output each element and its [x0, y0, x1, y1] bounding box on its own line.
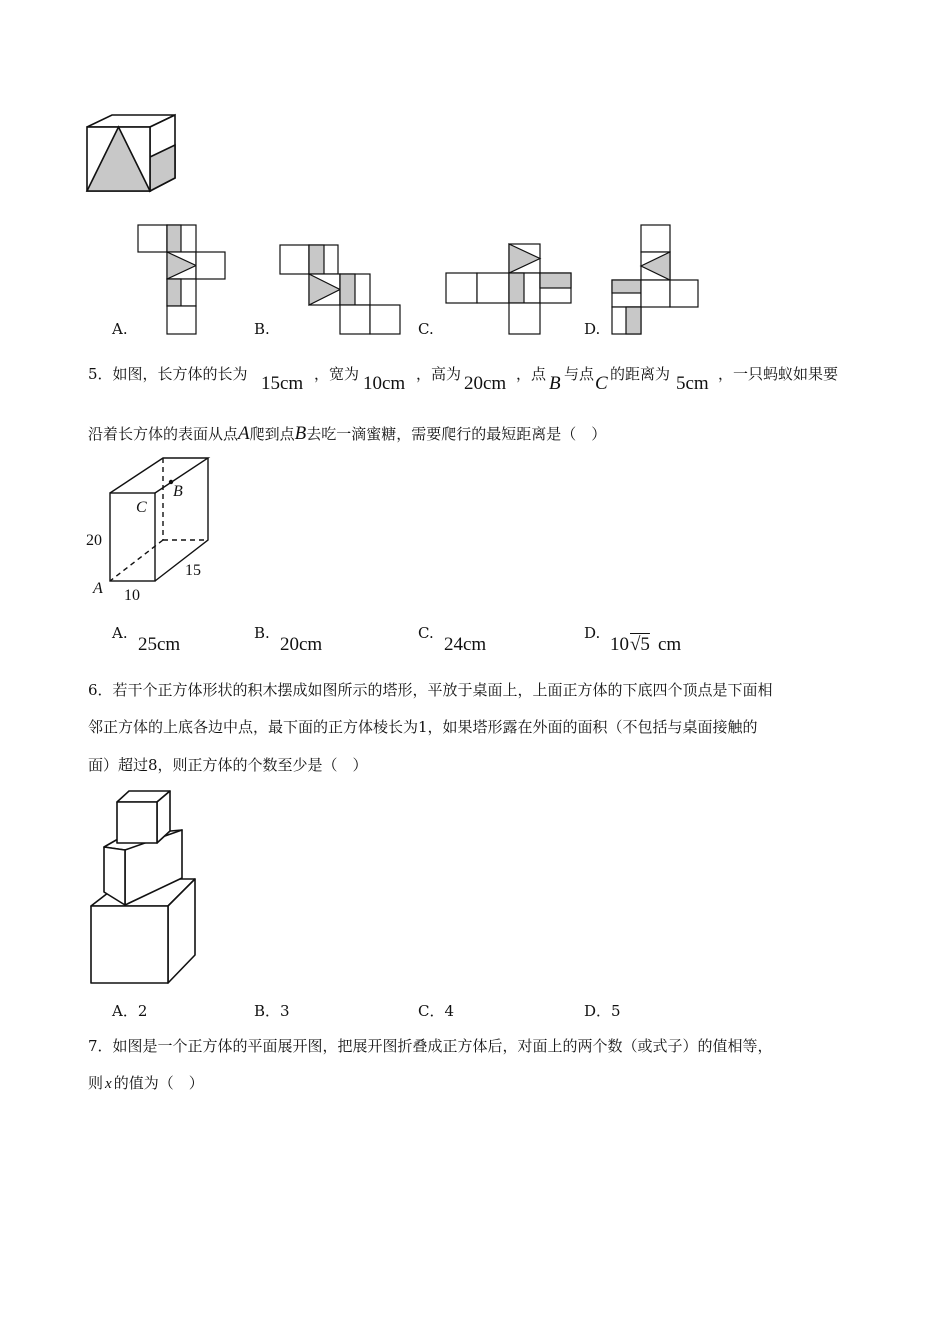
q6-option-c[interactable]	[418, 1000, 454, 1021]
q5-fig-label-a: A	[93, 580, 103, 597]
q5-option-d-value-post: cm	[658, 634, 682, 655]
q4-option-a-label[interactable]: A.	[112, 320, 128, 338]
q5-text-f: 的距离为	[610, 365, 671, 383]
q7-text-a: 则	[88, 1074, 104, 1092]
q6-option-d[interactable]	[584, 1000, 621, 1021]
q7-var-x: x	[105, 1076, 112, 1092]
q6-option-a-label: A．	[112, 1002, 138, 1020]
q6-option-d-label: D．	[584, 1002, 612, 1020]
q5-option-b-label: B.	[254, 624, 270, 642]
q5-width-value: 10cm	[363, 373, 406, 394]
q4-option-d-label[interactable]: D.	[584, 320, 601, 338]
q5-distance-value: 5cm	[676, 373, 709, 394]
q4-option-b-label[interactable]: B.	[254, 320, 270, 338]
q6-option-a-value: 2	[137, 1002, 148, 1020]
q5-option-b-value: 20cm	[280, 634, 323, 655]
q5-fig-label-b: B	[173, 483, 183, 500]
q5-point-c: C	[595, 373, 608, 394]
q6-option-a[interactable]	[112, 1000, 147, 1021]
q6-option-b[interactable]	[254, 1000, 290, 1021]
q5-fig-width: 10	[124, 587, 140, 604]
q5-text-i: 爬到点	[249, 425, 295, 443]
q7-text-b: 的值为（ ）	[113, 1074, 204, 1092]
q5-length-value: 15cm	[261, 373, 304, 394]
q5-text-e: 与点	[564, 365, 595, 383]
q7-line-1: 7．如图是一个正方体的平面展开图，把展开图折叠成正方体后，对面上的两个数（或式子）的值相等，	[88, 1037, 773, 1055]
q5-text-h: 沿着长方体的表面从点	[88, 425, 239, 443]
q5-option-c-value: 24cm	[444, 634, 487, 655]
q6-line-3: 面）超过8，则正方体的个数至少是（ ）	[88, 756, 368, 774]
q6-option-c-label: C．	[418, 1002, 445, 1020]
q5-text-j: 去吃一滴蜜糖，需要爬行的最短距离是（ ）	[306, 425, 607, 443]
q5-option-d-value-pre: 10	[610, 634, 629, 655]
q5-fig-height: 20	[86, 532, 102, 549]
q5-point-b: B	[549, 373, 561, 394]
q5-text-c: ，高为	[416, 365, 462, 383]
q5-text-b: ，宽为	[314, 365, 360, 383]
q6-option-c-value: 4	[444, 1002, 455, 1020]
q6-option-b-value: 3	[280, 1002, 290, 1020]
q5-fig-label-c: C	[136, 499, 147, 516]
q5-text-d: ，点	[516, 365, 547, 383]
q6-option-d-value: 5	[611, 1002, 621, 1020]
q5-fig-length: 15	[185, 562, 201, 579]
q5-option-c-label: C.	[418, 624, 434, 642]
q5-option-a-value: 25cm	[138, 634, 181, 655]
q6-line-1: 6．若干个正方体形状的积木摆成如图所示的塔形，平放于桌面上，上面正方体的下底四个顶点是下面相	[88, 681, 773, 699]
q5-option-d-label: D.	[584, 624, 601, 642]
q6-option-b-label: B．	[254, 1002, 281, 1020]
q5-point-b-2: B	[294, 423, 307, 444]
q6-line-2: 邻正方体的上底各边中点，最下面的正方体棱长为1，如果塔形露在外面的面积（不包括与桌面接触的	[88, 718, 758, 736]
q5-option-d-radical: √5	[630, 634, 650, 655]
q5-height-value: 20cm	[464, 373, 507, 394]
q4-option-c-label[interactable]: C.	[418, 320, 434, 338]
q5-text-g: ，一只蚂蚁如果要	[718, 365, 839, 383]
q5-option-a-label: A.	[112, 624, 128, 642]
q5-point-a: A	[238, 423, 250, 444]
q7-line-2	[88, 1073, 204, 1094]
q5-text-a: 5．如图，长方体的长为	[88, 365, 248, 383]
